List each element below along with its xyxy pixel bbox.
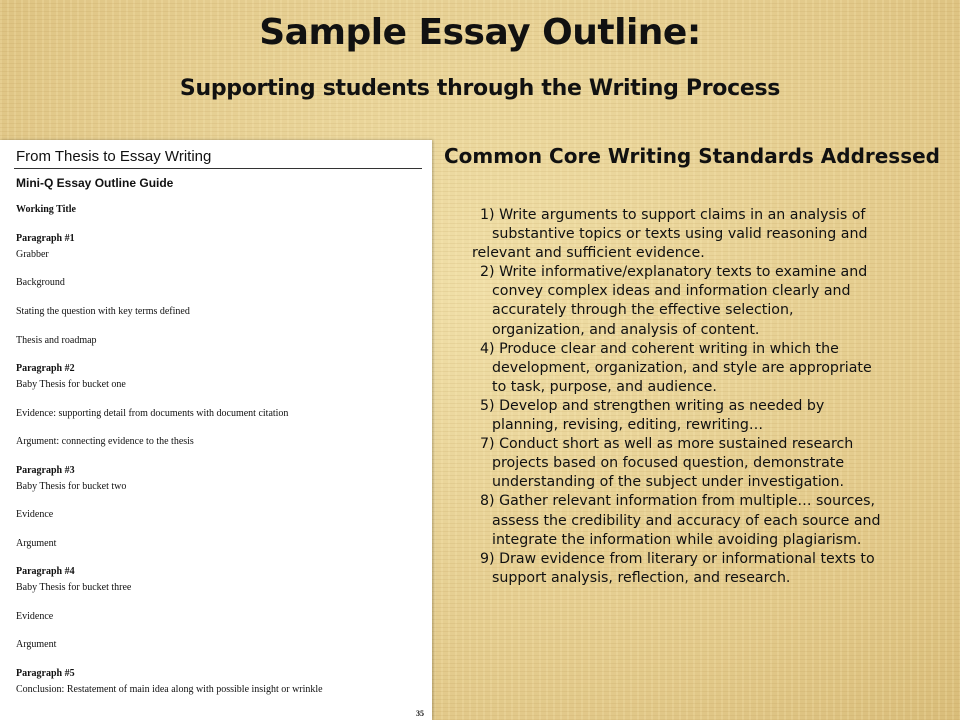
standard-line: to task, purpose, and audience.	[492, 378, 717, 395]
standard-line: 2) Write informative/explanatory texts to examine and	[480, 264, 868, 281]
standard-line: understanding of the subject under investigation.	[492, 474, 844, 491]
standards-list	[472, 206, 940, 588]
standard-line: substantive topics or texts using valid reasoning and	[492, 226, 868, 243]
standard-line: 4) Produce clear and coherent writing in which the	[480, 340, 839, 357]
outline-item: Evidence	[16, 509, 54, 520]
outline-item: Evidence: supporting detail from documents with document citation	[16, 408, 289, 419]
outline-item: Argument: connecting evidence to the thesis	[16, 436, 194, 447]
outline-item: Baby Thesis for bucket one	[16, 379, 126, 390]
standard-line: assess the credibility and accuracy of each source and	[492, 512, 881, 529]
standard-line: accurately through the effective selection,	[492, 302, 794, 319]
outline-item: Conclusion: Restatement of main idea along with possible insight or wrinkle	[16, 684, 323, 695]
standard-line: projects based on focused question, demonstrate	[492, 455, 845, 472]
outline-heading: Paragraph #5	[16, 668, 75, 679]
standard-item	[480, 340, 940, 397]
page-number: 35	[416, 709, 424, 718]
outline-item: Evidence	[16, 611, 54, 622]
outline-heading: Paragraph #3	[16, 465, 75, 476]
outline-item: Argument	[16, 538, 57, 549]
outline-item: Thesis and roadmap	[16, 335, 97, 346]
outline-heading: Paragraph #4	[16, 566, 75, 577]
standard-line: 7) Conduct short as well as more sustained research	[480, 436, 854, 453]
standard-line: development, organization, and style are appropriate	[492, 359, 872, 376]
standard-item	[480, 492, 940, 549]
standard-line: integrate the information while avoiding plagiarism.	[492, 531, 862, 548]
standards-heading: Common Core Writing Standards Addressed	[444, 144, 940, 168]
outline-heading: Working Title	[16, 204, 76, 215]
standard-item	[472, 206, 940, 263]
standard-item	[480, 435, 940, 492]
standard-line: 8) Gather relevant information from multiple… sources,	[480, 493, 876, 510]
standard-item	[480, 397, 940, 435]
standard-line: 9) Draw evidence from literary or informational texts to	[480, 550, 875, 567]
slide-subtitle: Supporting students through the Writing Process	[179, 76, 781, 101]
slide-title: Sample Essay Outline:	[259, 12, 701, 53]
outline-item: Baby Thesis for bucket three	[16, 582, 132, 593]
standard-line: relevant and sufficient evidence.	[472, 245, 705, 262]
document-header: From Thesis to Essay Writing	[16, 148, 212, 165]
standard-item	[480, 263, 940, 339]
outline-heading: Paragraph #1	[16, 233, 75, 244]
outline-item: Baby Thesis for bucket two	[16, 481, 127, 492]
standard-line: convey complex ideas and information clearly and	[492, 283, 851, 300]
standard-line: 1) Write arguments to support claims in an analysis of	[480, 207, 866, 223]
standard-line: organization, and analysis of content.	[492, 321, 760, 338]
outline-heading: Paragraph #2	[16, 363, 75, 374]
standard-line: 5) Develop and strengthen writing as needed by	[480, 397, 825, 414]
standard-line: support analysis, reflection, and research.	[492, 569, 791, 586]
header-divider	[14, 168, 422, 169]
outline-item: Argument	[16, 639, 57, 650]
standard-item	[480, 550, 940, 588]
outline-item: Stating the question with key terms defined	[16, 306, 190, 317]
standard-line: planning, revising, editing, rewriting…	[492, 417, 764, 434]
outline-item: Background	[16, 277, 65, 288]
guide-title: Mini-Q Essay Outline Guide	[16, 176, 174, 190]
essay-outline-document	[0, 140, 432, 720]
outline-item: Grabber	[16, 249, 49, 260]
